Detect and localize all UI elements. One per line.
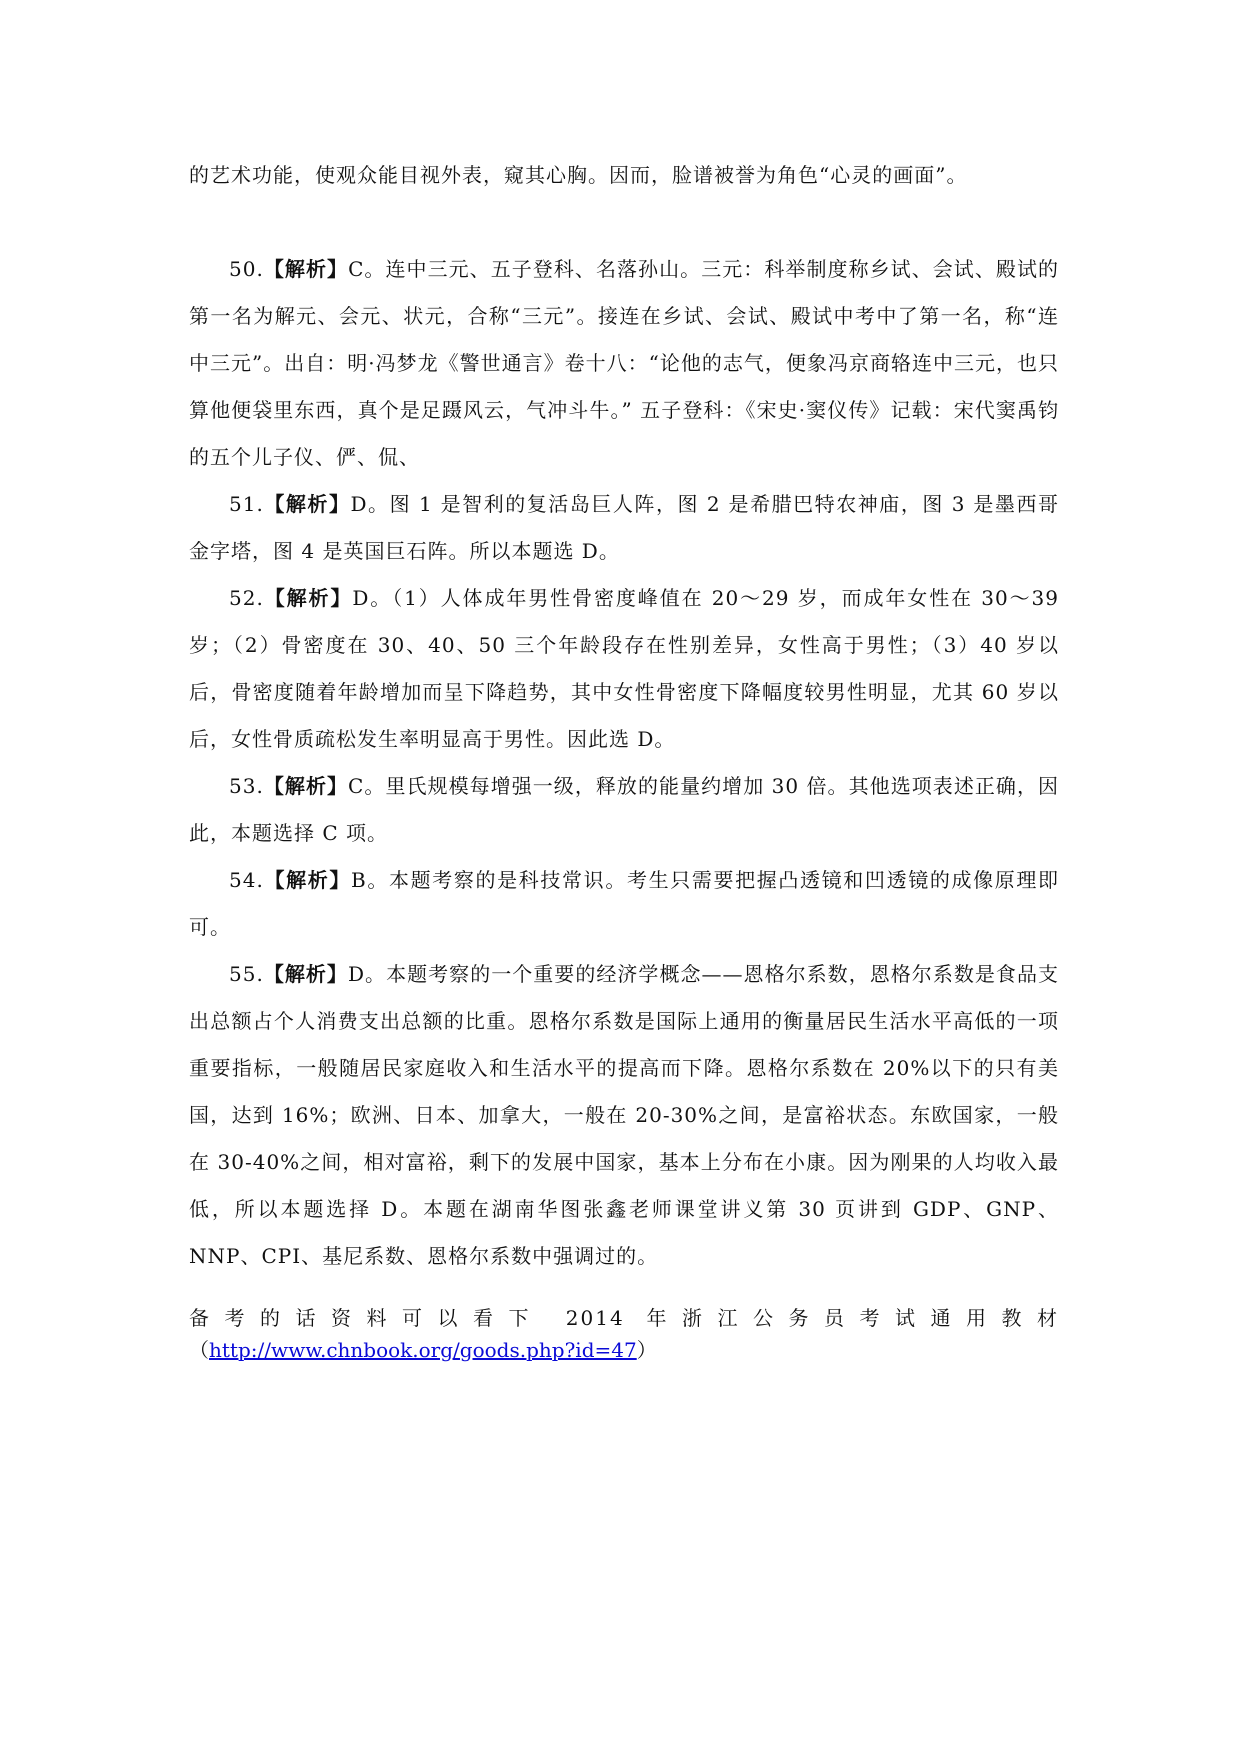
item-text: D。图 1 是智利的复活岛巨人阵，图 2 是希腊巴特农神庙，图 3 是墨西哥金字塔，图 4 是英国巨石阵。所以本题选 D。	[189, 492, 1059, 563]
answer-item-50	[189, 246, 1059, 481]
reference-note	[189, 1302, 1059, 1366]
item-number: 54.	[229, 868, 264, 892]
answer-item-51	[189, 481, 1059, 575]
intro-paragraph: 的艺术功能，使观众能目视外表，窥其心胸。因而，脸谱被誉为角色“心灵的画面”。	[189, 163, 968, 187]
reference-link-line	[189, 1334, 1059, 1366]
item-text: C。里氏规模每增强一级，释放的能量约增加 30 倍。其他选项表述正确，因此，本题选择 C 项。	[189, 774, 1060, 845]
item-number: 51.	[229, 492, 264, 516]
answer-item-52	[189, 575, 1059, 763]
item-number: 50.	[229, 257, 264, 281]
analysis-tag: 【解析】	[263, 774, 349, 798]
document-body	[189, 152, 1059, 1366]
item-number: 52.	[229, 586, 264, 610]
item-text: C。连中三元、五子登科、名落孙山。三元：科举制度称乡试、会试、殿试的第一名为解元、会元、状元，合称“三元”。接连在乡试、会试、殿试中考中了第一名，称“连中三元”。出自：明·冯梦龙《警世通言》卷十八：“论他的志气，便象冯京商辂连中三元，也只算他便袋里东西，真个是足蹑风云，气冲斗牛。” 五子登科：《宋史·窦仪传》记载：宋代窦禹钧的五个儿子仪、俨、侃、	[189, 257, 1059, 469]
close-paren: ）	[636, 1338, 657, 1362]
item-text: B。本题考察的是科技常识。考生只需要把握凸透镜和凹透镜的成像原理即可。	[189, 868, 1060, 939]
answer-item-53	[189, 763, 1059, 857]
item-number: 53.	[229, 774, 264, 798]
answer-item-55	[189, 951, 1059, 1280]
analysis-tag: 【解析】	[263, 257, 349, 281]
item-number: 55.	[229, 962, 264, 986]
analysis-tag: 【解析】	[263, 492, 351, 516]
item-text: D。本题考察的一个重要的经济学概念——恩格尔系数，恩格尔系数是食品支出总额占个人消费支出总额的比重。恩格尔系数是国际上通用的衡量居民生活水平高低的一项重要指标，一般随居民家庭收入和生活水平的提高而下降。恩格尔系数在 20%以下的只有美国，达到 16%；欧洲、日本、加拿大，一般在 20-30%之间，是富裕状态。东欧国家，一般在 30-40%之间，相对富裕，剩下的发展中国家，基本上分布在小康。因为刚果的人均收入最低，所以本题选择 D。本题在湖南华图张鑫老师课堂讲义第 30 页讲到 GDP、GNP、NNP、CPI、基尼系数、恩格尔系数中强调过的。	[189, 962, 1059, 1268]
analysis-tag: 【解析】	[263, 868, 351, 892]
open-paren: （	[189, 1338, 209, 1362]
analysis-tag: 【解析】	[263, 962, 348, 986]
answer-item-54	[189, 857, 1059, 951]
reference-note-text: 备考的话资料可以看下 2014 年浙江公务员考试通用教材	[189, 1306, 1059, 1330]
reference-link[interactable]: http://www.chnbook.org/goods.php?id=47	[209, 1338, 637, 1362]
analysis-tag: 【解析】	[263, 586, 353, 610]
item-text: D。（1）人体成年男性骨密度峰值在 20～29 岁，而成年女性在 30～39 岁；（2）骨密度在 30、40、50 三个年龄段存在性别差异，女性高于男性；（3）40 岁以后，骨密度随着年龄增加而呈下降趋势，其中女性骨密度下降幅度较男性明显，尤其 60 岁以后，女性骨质疏松发生率明显高于男性。因此选 D。	[189, 586, 1060, 751]
